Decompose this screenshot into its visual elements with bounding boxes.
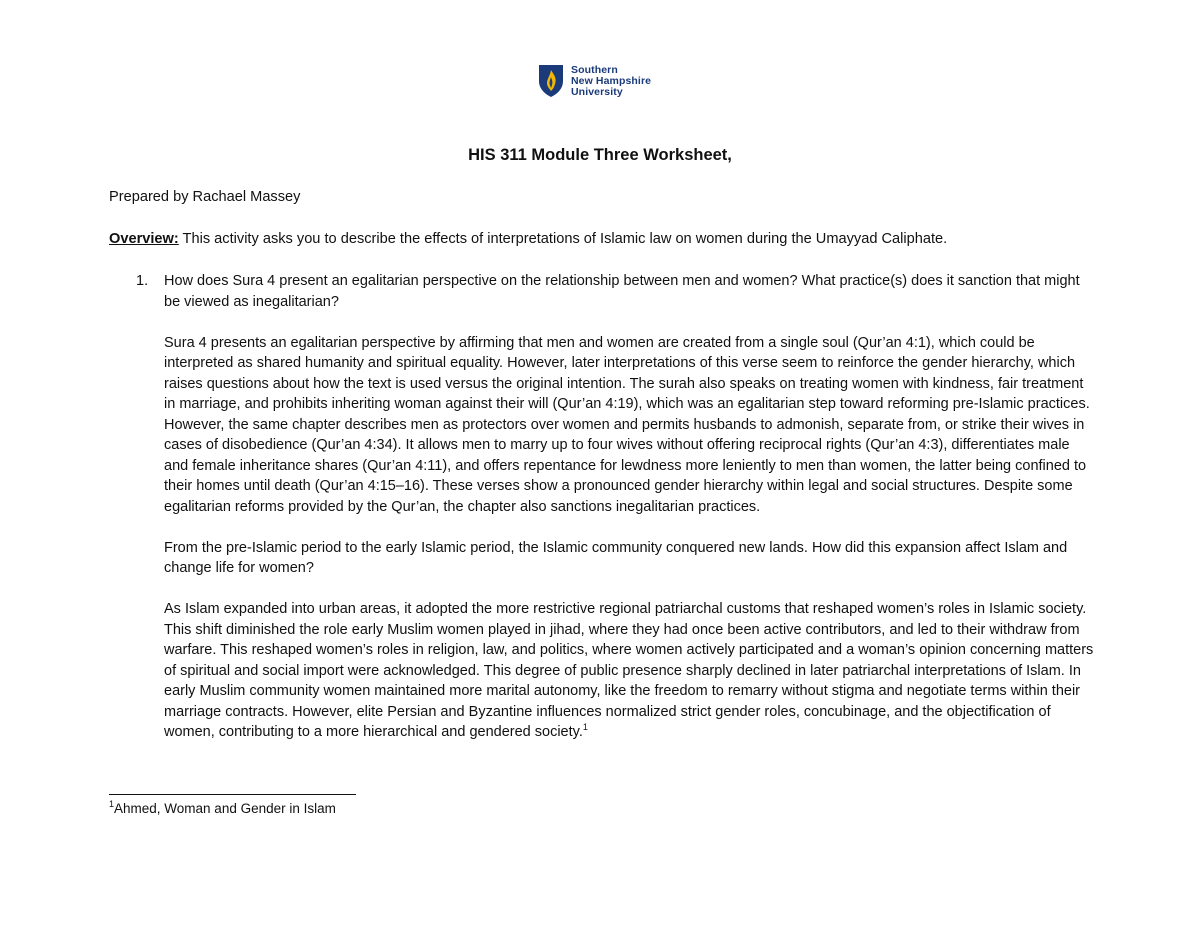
overview-text: This activity asks you to describe the effects of interpretations of Islamic law on women during the Umayyad Caliphate. xyxy=(178,231,948,247)
footnote-divider xyxy=(109,794,356,795)
page-title: HIS 311 Module Three Worksheet, xyxy=(468,146,732,164)
logo-line-3: University xyxy=(571,85,623,98)
footnote xyxy=(109,801,336,816)
answer-2 xyxy=(164,599,1096,743)
university-logo xyxy=(538,64,651,98)
shield-flame-icon xyxy=(538,64,564,98)
footnote-text: Ahmed, Woman and Gender in Islam xyxy=(114,801,336,816)
list-item-number: 1. xyxy=(136,273,149,289)
logo-wordmark xyxy=(571,65,651,98)
logo-line-2: New Hampshire xyxy=(571,74,652,87)
prepared-by: Prepared by Rachael Massey xyxy=(109,189,301,205)
question-1: How does Sura 4 present an egalitarian perspective on the relationship between men and women? What practice(s) does it sanction that might be viewed as inegalitarian? xyxy=(164,273,1080,310)
footnote-marker: 1 xyxy=(109,799,115,809)
overview-label: Overview: xyxy=(109,231,179,247)
question-list xyxy=(109,271,1099,743)
answer-2-text: As Islam expanded into urban areas, it adopted the more restrictive regional patriarchal customs that reshaped women’s roles in Islamic society. This shift diminished the role early Muslim women played in jihad, where they had once been active contributors, and led to their withdraw from warfare. This reshaped women’s roles in religion, law, and politics, where women actively participated and a woman’s opinion concerning matters of spiritual and social import were acknowledged. This degree of public presence sharply declined in later patriarchal interpretations of Islam. In early Muslim community women maintained more marital autonomy, like the freedom to remarry without stigma and negotiate terms within their marriage contracts. However, elite Persian and Byzantine influences normalized strict gender roles, concubinage, and the objectification of women, contributing to a more hierarchical and gendered society. xyxy=(164,601,1094,740)
question-2: From the pre-Islamic period to the early Islamic period, the Islamic community conquered new lands. How did this expansion affect Islam and change life for women? xyxy=(164,539,1068,576)
logo-line-1: Southern xyxy=(571,63,618,76)
overview xyxy=(109,231,947,247)
footnote-reference[interactable]: 1 xyxy=(582,722,588,732)
answer-1: Sura 4 presents an egalitarian perspective by affirming that men and women are created from a single soul (Qur’an 4:1), which could be interpreted as shared humanity and spiritual equality. However, later interpretations of this verse seem to reinforce the gender hierarchy, which raises questions about how the text is used versus the original intention. The surah also speaks on treating women with kindness, fair treatment in marriage, and prohibits inheriting woman against their will (Qur’an 4:19), which was an egalitarian step toward reforming pre-Islamic practices. However, the same chapter describes men as protectors over women and permits husbands to admonish, separate from, or strike their wives in cases of disobedience (Qur’an 4:34). It allows men to marry up to four wives without offering reciprocal rights (Qur’an 4:3), differentiates male and female inheritance shares (Qur’an 4:11), and offers repentance for lewdness more leniently to men than women, the latter being confined to their homes until death (Qur’an 4:15–16). These verses show a pronounced gender hierarchy within legal and social structures. Despite some egalitarian reforms provided by the Qur’an, the chapter also sanctions inegalitarian practices. xyxy=(164,334,1090,515)
